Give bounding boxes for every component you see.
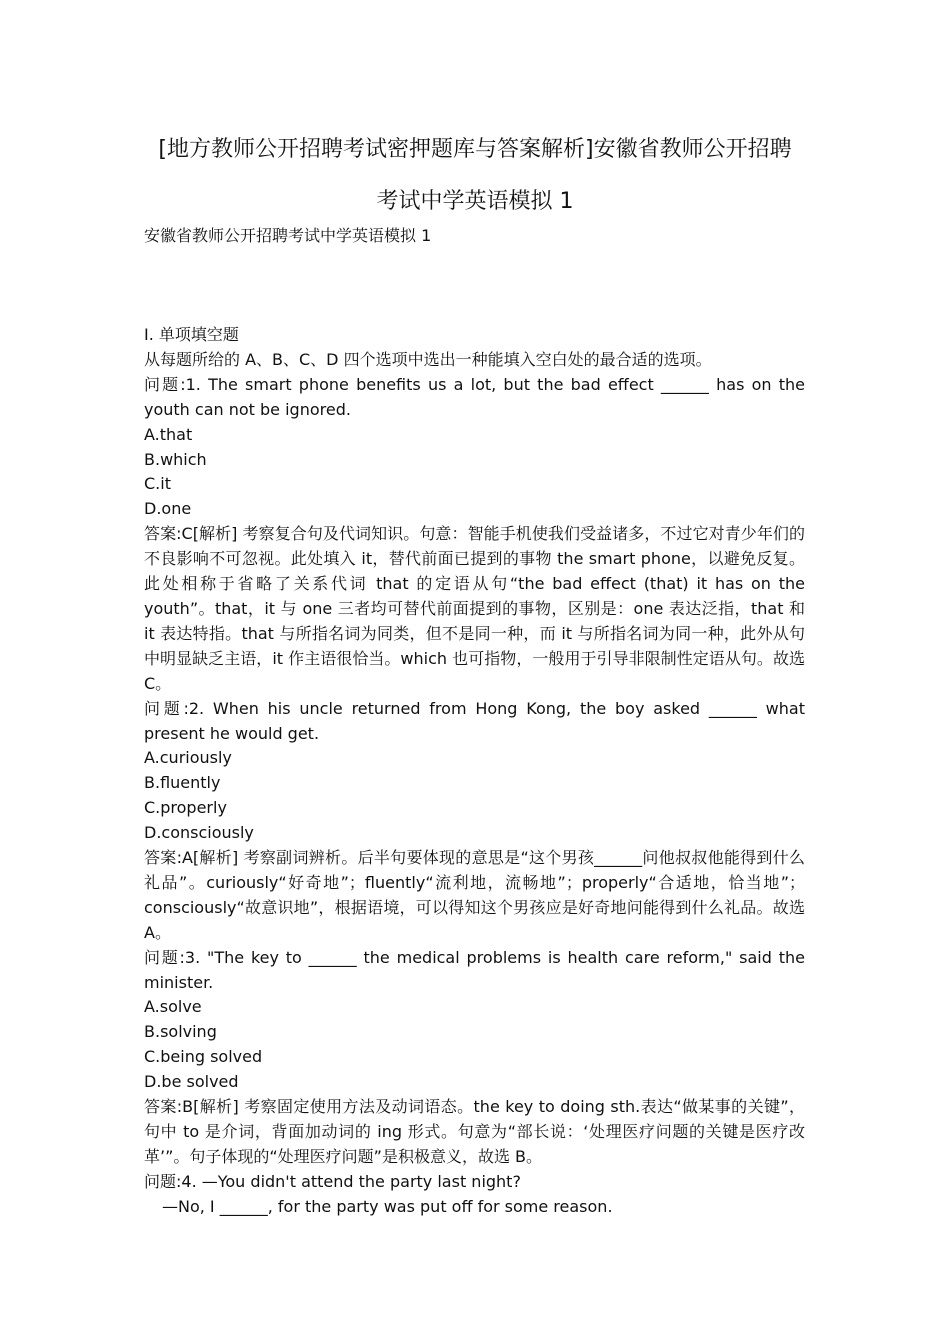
question-2-option-a: A.curiously (144, 748, 232, 768)
question-1-option-d: D.one (144, 499, 192, 519)
question-3-stem: 问题:3. "The key to ______ the medical problems is health care reform," said the minister. (144, 947, 805, 992)
document-title (120, 124, 830, 228)
document-subtitle: 安徽省教师公开招聘考试中学英语模拟 1 (144, 226, 432, 245)
question-2-option-b: B.fluently (144, 773, 221, 793)
question-1-answer: 答案:C[解析] 考察复合句及代词知识。句意：智能手机使我们受益诸多，不过它对青少年们的不良影响不可忽视。此处填入 it，替代前面已提到的事物 the smart phone，以避免反复。此处相称于省略了关系代词 that 的定语从句“the bad effect (that) it has on the youth”。that，it 与 one 三者均可替代前面提到的事物，区别是：one 表达泛指，that 和 it 表达特指。that 与所指名词为同类，但不是同一种，而 it 与所指名词为同一种，此外从句中明显缺乏主语，it 作主语很恰当。which 也可指物，一般用于引导非限制性定语从句。故选 C。 (144, 524, 805, 693)
question-2-answer: 答案:A[解析] 考察副词辨析。后半句要体现的意思是“这个男孩______问他叔叔他能得到什么礼品”。curiously“好奇地”；fluently“流利地，流畅地”；properly“合适地，恰当地”；consciously“故意识地”，根据语境，可以得知这个男孩应是好奇地问能得到什么礼品。故选 A。 (144, 848, 805, 942)
instruction-text: 从每题所给的 A、B、C、D 四个选项中选出一种能填入空白处的最合适的选项。 (144, 349, 712, 369)
question-2-option-c: C.properly (144, 798, 227, 818)
title-line-2: 考试中学英语模拟 1 (376, 189, 574, 214)
question-4-stem-reply: —No, I ______, for the party was put off for some reason. (162, 1196, 613, 1216)
question-3-answer: 答案:B[解析] 考察固定使用方法及动词语态。the key to doing sth.表达“做某事的关键”，句中 to 是介词，背面加动词的 ing 形式。句意为“部长说：‘处理医疗问题的关键是医疗改革’”。句子体现的“处理医疗问题”是积极意义，故选 B。 (144, 1097, 805, 1166)
question-2-stem: 问题:2. When his uncle returned from Hong Kong, the boy asked ______ what present he would get. (144, 698, 805, 743)
question-1-option-b: B.which (144, 449, 207, 469)
question-3-option-d: D.be solved (144, 1072, 239, 1092)
question-1-option-c: C.it (144, 474, 171, 494)
question-3-option-a: A.solve (144, 997, 202, 1017)
question-3-option-b: B.solving (144, 1022, 217, 1042)
question-4-stem: 问题:4. —You didn't attend the party last night? (144, 1171, 521, 1191)
document-body (144, 323, 805, 1220)
question-1-stem: 问题:1. The smart phone benefits us a lot, but the bad effect ______ has on the youth can not be ignored. (144, 374, 805, 419)
section-heading: Ⅰ. 单项填空题 (144, 325, 239, 344)
question-3-option-c: C.being solved (144, 1047, 263, 1067)
question-2-option-d: D.consciously (144, 823, 254, 843)
question-1-option-a: A.that (144, 424, 193, 444)
title-line-1: [地方教师公开招聘考试密押题库与答案解析]安徽省教师公开招聘 (158, 137, 792, 162)
